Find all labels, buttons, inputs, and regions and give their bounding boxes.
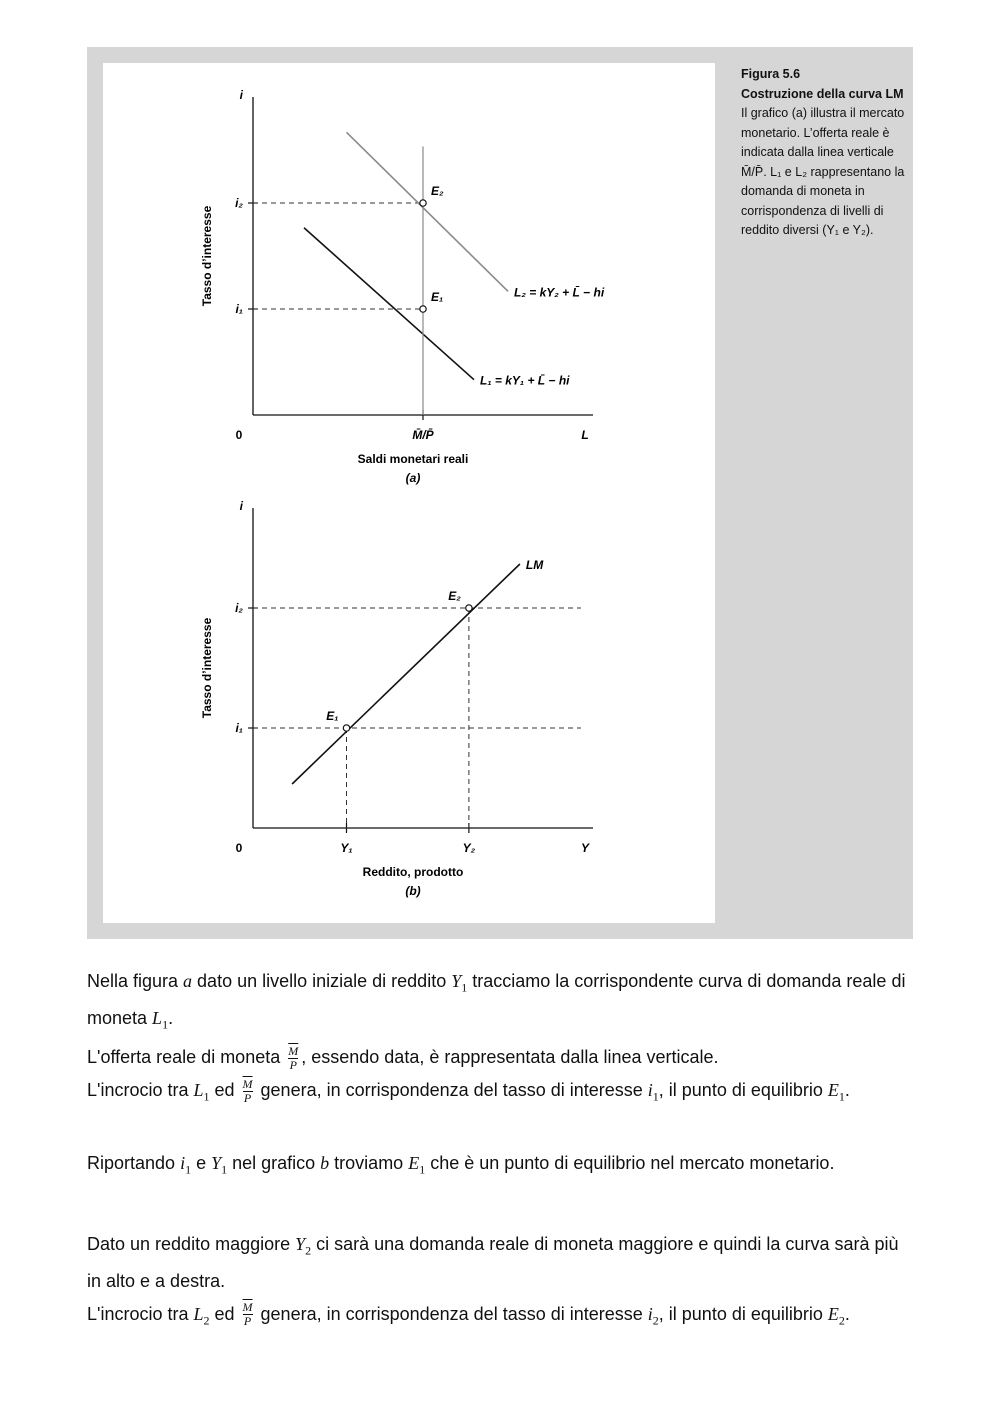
fraction-m-over-p: $\frac{\overline{M}}{P}$ (242, 1300, 253, 1329)
paragraph-4: Riportando $i_1$ e $Y_1$ nel grafico b troviamo $E_1$ che è un punto di equilibrio nel mercato monetario. (87, 1153, 835, 1177)
text-block-1 (87, 966, 907, 1112)
panel-b-y-axis-title: Tasso d’interesse (200, 617, 214, 719)
figure-caption (741, 65, 906, 241)
panel-a-series-label: L₂ = kY₂ + L̄ − hi (514, 285, 605, 300)
panel-a-chart (200, 88, 605, 485)
panel-b-equilibrium-point (343, 725, 349, 731)
caption-title: Figura 5.6 (741, 67, 801, 81)
panel-a-equilibrium-point (420, 306, 426, 312)
panel-a-point-label: E₂ (431, 184, 444, 198)
panel-a-y-axis-title: Tasso d’interesse (200, 205, 214, 307)
panel-b-x-axis-title: Reddito, prodotto (362, 865, 464, 879)
panel-a-y-tick-label: i₁ (235, 302, 243, 316)
figure-panels (103, 63, 715, 923)
paragraph-3: L'incrocio tra $L_1$ ed $\frac{\overline{M}}{P}$ genera, in corrispondenza del tasso di interesse $i_1$, il punto di equilibrio $E_1$. (87, 1076, 850, 1105)
panel-a-series-line (304, 228, 474, 380)
figure-svg (103, 63, 715, 923)
caption-subtitle: Costruzione della curva LM (741, 86, 904, 101)
panel-a-x-axis-symbol: L (581, 428, 589, 442)
panel-b-x-tick-label: Y₂ (462, 841, 476, 855)
panel-a-y-tick-label: i₂ (235, 196, 243, 210)
panel-b-series-label: LM (525, 558, 544, 572)
panel-a-y-axis-symbol: i (239, 88, 243, 102)
panel-b-x-axis-symbol: Y (580, 841, 590, 855)
panel-a-equilibrium-point (420, 200, 426, 206)
text-block-3 (87, 1229, 907, 1335)
panel-a-x-tick-label: M̄/P̄ (412, 428, 434, 442)
panel-a-panel-label: (a) (405, 471, 421, 485)
panel-b-origin-label: 0 (235, 841, 243, 855)
panel-b-y-axis-symbol: i (239, 499, 243, 513)
fraction-m-over-p: $\frac{\overline{M}}{P}$ (242, 1076, 253, 1105)
text-block-2 (87, 1148, 907, 1185)
paragraph-1: Nella figura a dato un livello iniziale di reddito $Y_1$ tracciamo la corrispondente curva di domanda reale di moneta $L_1$. (87, 971, 906, 1032)
panel-b-point-label: E₁ (326, 709, 339, 723)
panel-b-series-line (292, 564, 520, 784)
panel-a-point-label: E₁ (431, 290, 444, 304)
panel-a-origin-label: 0 (235, 428, 243, 442)
paragraph-5: Dato un reddito maggiore $Y_2$ ci sarà una domanda reale di moneta maggiore e quindi la curva sarà più in alto e a destra. (87, 1234, 899, 1291)
caption-body: Il grafico (a) illustra il mercato monetario. L’offerta reale è indicata dalla linea verticale M̄/P̄. L₁ e L₂ rappresentano la domanda di moneta in corrispondenza di livelli di reddito diversi (Y₁ e Y₂). (741, 106, 905, 237)
panel-a-series-label: L₁ = kY₁ + L̄ − hi (480, 373, 570, 388)
panel-b-y-tick-label: i₁ (235, 721, 243, 735)
panel-a-series-line (347, 132, 509, 291)
fraction-m-over-p: $\frac{\overline{M}}{P}$ (288, 1043, 299, 1072)
panel-b-chart (200, 499, 593, 898)
figure-box (87, 47, 913, 939)
panel-b-equilibrium-point (466, 605, 472, 611)
panel-b-panel-label: (b) (405, 884, 421, 898)
paragraph-2: L'offerta reale di moneta $\frac{\overline{M}}{P}$ , essendo data, è rappresentata dalla linea verticale. (87, 1043, 719, 1072)
panel-b-x-tick-label: Y₁ (340, 841, 353, 855)
panel-b-y-tick-label: i₂ (235, 601, 243, 615)
panel-a-x-axis-title: Saldi monetari reali (357, 452, 469, 466)
panel-b-point-label: E₂ (448, 589, 461, 603)
paragraph-6: L'incrocio tra $L_2$ ed $\frac{\overline{M}}{P}$ genera, in corrispondenza del tasso di interesse $i_2$, il punto di equilibrio $E_2$. (87, 1300, 850, 1329)
